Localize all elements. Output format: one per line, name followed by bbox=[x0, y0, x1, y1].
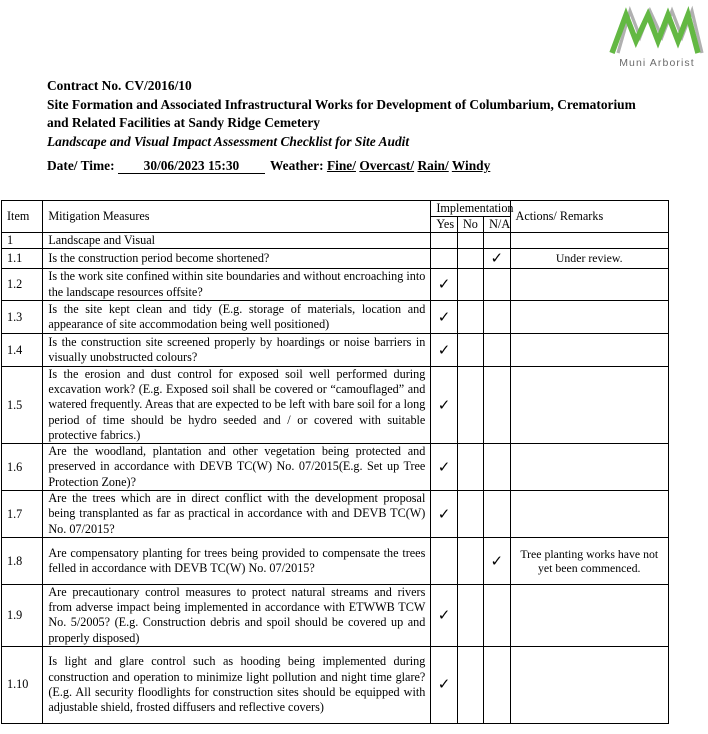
item-number: 1.3 bbox=[2, 301, 43, 334]
table-row bbox=[2, 538, 669, 585]
mitigation-measure: Is the work site confined within site boundaries and without encroaching into the landscape resources offsite? bbox=[43, 269, 431, 301]
remarks-cell bbox=[510, 367, 668, 444]
section-row bbox=[2, 233, 669, 249]
item-number: 1.2 bbox=[2, 269, 43, 301]
checkmark-icon: ✓ bbox=[437, 506, 451, 523]
checkmark-icon: ✓ bbox=[490, 251, 504, 267]
impl-yes-cell bbox=[431, 249, 457, 269]
impl-na-cell bbox=[484, 538, 510, 585]
date-value: 30/06/2023 15:30 bbox=[118, 159, 265, 174]
impl-no-cell bbox=[457, 538, 483, 585]
checkmark-icon: ✓ bbox=[437, 397, 451, 414]
col-header-measures: Mitigation Measures bbox=[43, 201, 431, 233]
table-row bbox=[2, 334, 669, 367]
checkmark-icon: ✓ bbox=[490, 553, 504, 570]
weather-label: Weather: bbox=[270, 158, 324, 173]
col-header-yes: Yes bbox=[431, 217, 457, 233]
mitigation-measure: Are the trees which are in direct conflict with the development proposal being transplanted as far as practical in accordance with and DEVB TC(W) No. 07/2015? bbox=[43, 491, 431, 538]
col-header-no: No bbox=[457, 217, 483, 233]
mitigation-measure: Is the erosion and dust control for exposed soil well performed during excavation work? (E.g. Exposed soil shall be covered or “camouflaged” and watered frequently. Areas that are expected to be left with bare soil for a long period of time should be hydro seeded and / or covered with suitable protective fabrics.) bbox=[43, 367, 431, 444]
checklist-subtitle: Landscape and Visual Impact Assessment Checklist for Site Audit bbox=[47, 133, 410, 149]
date-label: Date/ Time: bbox=[47, 158, 115, 173]
table-row bbox=[2, 367, 669, 444]
title-line-1: Site Formation and Associated Infrastructural Works for Development of Columbarium, Crematorium bbox=[47, 96, 636, 112]
item-number: 1.6 bbox=[2, 444, 43, 491]
impl-yes-cell bbox=[431, 646, 457, 723]
remarks-cell bbox=[510, 269, 668, 301]
contract-number: Contract No. CV/2016/10 bbox=[47, 78, 192, 93]
item-number: 1.8 bbox=[2, 538, 43, 585]
impl-no-cell bbox=[457, 491, 483, 538]
item-number: 1.10 bbox=[2, 646, 43, 723]
checkmark-icon: ✓ bbox=[437, 677, 451, 694]
impl-yes-cell bbox=[431, 334, 457, 367]
col-header-item: Item bbox=[2, 201, 43, 233]
impl-yes-cell bbox=[431, 367, 457, 444]
checklist-table bbox=[1, 200, 669, 724]
impl-na-cell bbox=[484, 334, 510, 367]
remarks-cell bbox=[510, 491, 668, 538]
mitigation-measure: Are compensatory planting for trees being provided to compensate the trees felled in accordance with DEVB TC(W) No. 07/2015? bbox=[43, 538, 431, 585]
checkmark-icon: ✓ bbox=[437, 459, 451, 476]
impl-yes-cell bbox=[431, 444, 457, 491]
impl-no-cell bbox=[457, 444, 483, 491]
item-number: 1.7 bbox=[2, 491, 43, 538]
mitigation-measure: Is light and glare control such as hooding being implemented during construction and operation to minimize light pollution and night time glare? (E.g. All security floodlights for construction sites should be equipped with adjustable shield, frosted diffusers and reflective covers) bbox=[43, 646, 431, 723]
remarks-cell: Under review. bbox=[510, 249, 668, 269]
remarks-cell: Tree planting works have not yet been commenced. bbox=[510, 538, 668, 585]
mitigation-measure: Are precautionary control measures to protect natural streams and rivers from adverse impact being implemented in accordance with ETWWB TCW No. 5/2005? (E.g. Construction debris and spoil should be covered up and properly disposed) bbox=[43, 585, 431, 647]
impl-yes-cell bbox=[431, 491, 457, 538]
checkmark-icon: ✓ bbox=[437, 607, 451, 624]
impl-na-cell bbox=[484, 585, 510, 647]
checkmark-icon: ✓ bbox=[437, 309, 451, 326]
mitigation-measure: Are the woodland, plantation and other vegetation being protected and preserved in accordance with DEVB TC(W) No. 07/2015(E.g. Set up Tree Protection Zone)? bbox=[43, 444, 431, 491]
weather-windy: Windy bbox=[451, 158, 491, 173]
table-row bbox=[2, 249, 669, 269]
impl-yes-cell bbox=[431, 301, 457, 334]
item-number: 1.4 bbox=[2, 334, 43, 367]
weather-options bbox=[327, 158, 490, 173]
table-row bbox=[2, 444, 669, 491]
weather-rain: Rain/ bbox=[417, 158, 449, 173]
mitigation-measure: Is the construction period become shortened? bbox=[43, 249, 431, 269]
impl-yes-cell bbox=[431, 585, 457, 647]
table-row bbox=[2, 585, 669, 647]
impl-na-cell bbox=[484, 646, 510, 723]
impl-na-cell bbox=[484, 367, 510, 444]
impl-na-cell bbox=[484, 444, 510, 491]
col-header-remarks: Actions/ Remarks bbox=[510, 201, 668, 233]
table-row bbox=[2, 646, 669, 723]
date-weather-line bbox=[47, 158, 490, 174]
impl-no-cell bbox=[457, 585, 483, 647]
checkmark-icon: ✓ bbox=[437, 342, 451, 359]
document-heading bbox=[47, 77, 697, 151]
impl-no-cell bbox=[457, 367, 483, 444]
impl-no-cell bbox=[457, 646, 483, 723]
section-title: Landscape and Visual bbox=[43, 233, 431, 249]
remarks-cell bbox=[510, 334, 668, 367]
impl-na-cell bbox=[484, 269, 510, 301]
mitigation-measure: Is the construction site screened properly by hoardings or noise barriers in visually unobstructed colours? bbox=[43, 334, 431, 367]
weather-overcast: Overcast/ bbox=[359, 158, 415, 173]
weather-fine: Fine/ bbox=[326, 158, 356, 173]
impl-no-cell bbox=[457, 334, 483, 367]
impl-no-cell bbox=[457, 301, 483, 334]
title-line-2: and Related Facilities at Sandy Ridge Cemetery bbox=[47, 115, 320, 130]
checkmark-icon: ✓ bbox=[437, 277, 451, 293]
table-row bbox=[2, 491, 669, 538]
remarks-cell bbox=[510, 444, 668, 491]
impl-no-cell bbox=[457, 269, 483, 301]
col-header-implementation: Implementation bbox=[431, 201, 510, 217]
impl-na-cell bbox=[484, 491, 510, 538]
table-row bbox=[2, 269, 669, 301]
item-number: 1.5 bbox=[2, 367, 43, 444]
impl-no-cell bbox=[457, 249, 483, 269]
item-number: 1.9 bbox=[2, 585, 43, 647]
remarks-cell bbox=[510, 301, 668, 334]
remarks-cell bbox=[510, 646, 668, 723]
impl-na-cell bbox=[484, 249, 510, 269]
section-number: 1 bbox=[2, 233, 43, 249]
remarks-cell bbox=[510, 585, 668, 647]
item-number: 1.1 bbox=[2, 249, 43, 269]
col-header-na: N/A bbox=[484, 217, 510, 233]
impl-na-cell bbox=[484, 301, 510, 334]
mitigation-measure: Is the site kept clean and tidy (E.g. storage of materials, location and appearance of site accommodation being well positioned) bbox=[43, 301, 431, 334]
logo-text: Muni Arborist bbox=[619, 57, 695, 69]
impl-yes-cell bbox=[431, 538, 457, 585]
table-row bbox=[2, 301, 669, 334]
impl-yes-cell bbox=[431, 269, 457, 301]
